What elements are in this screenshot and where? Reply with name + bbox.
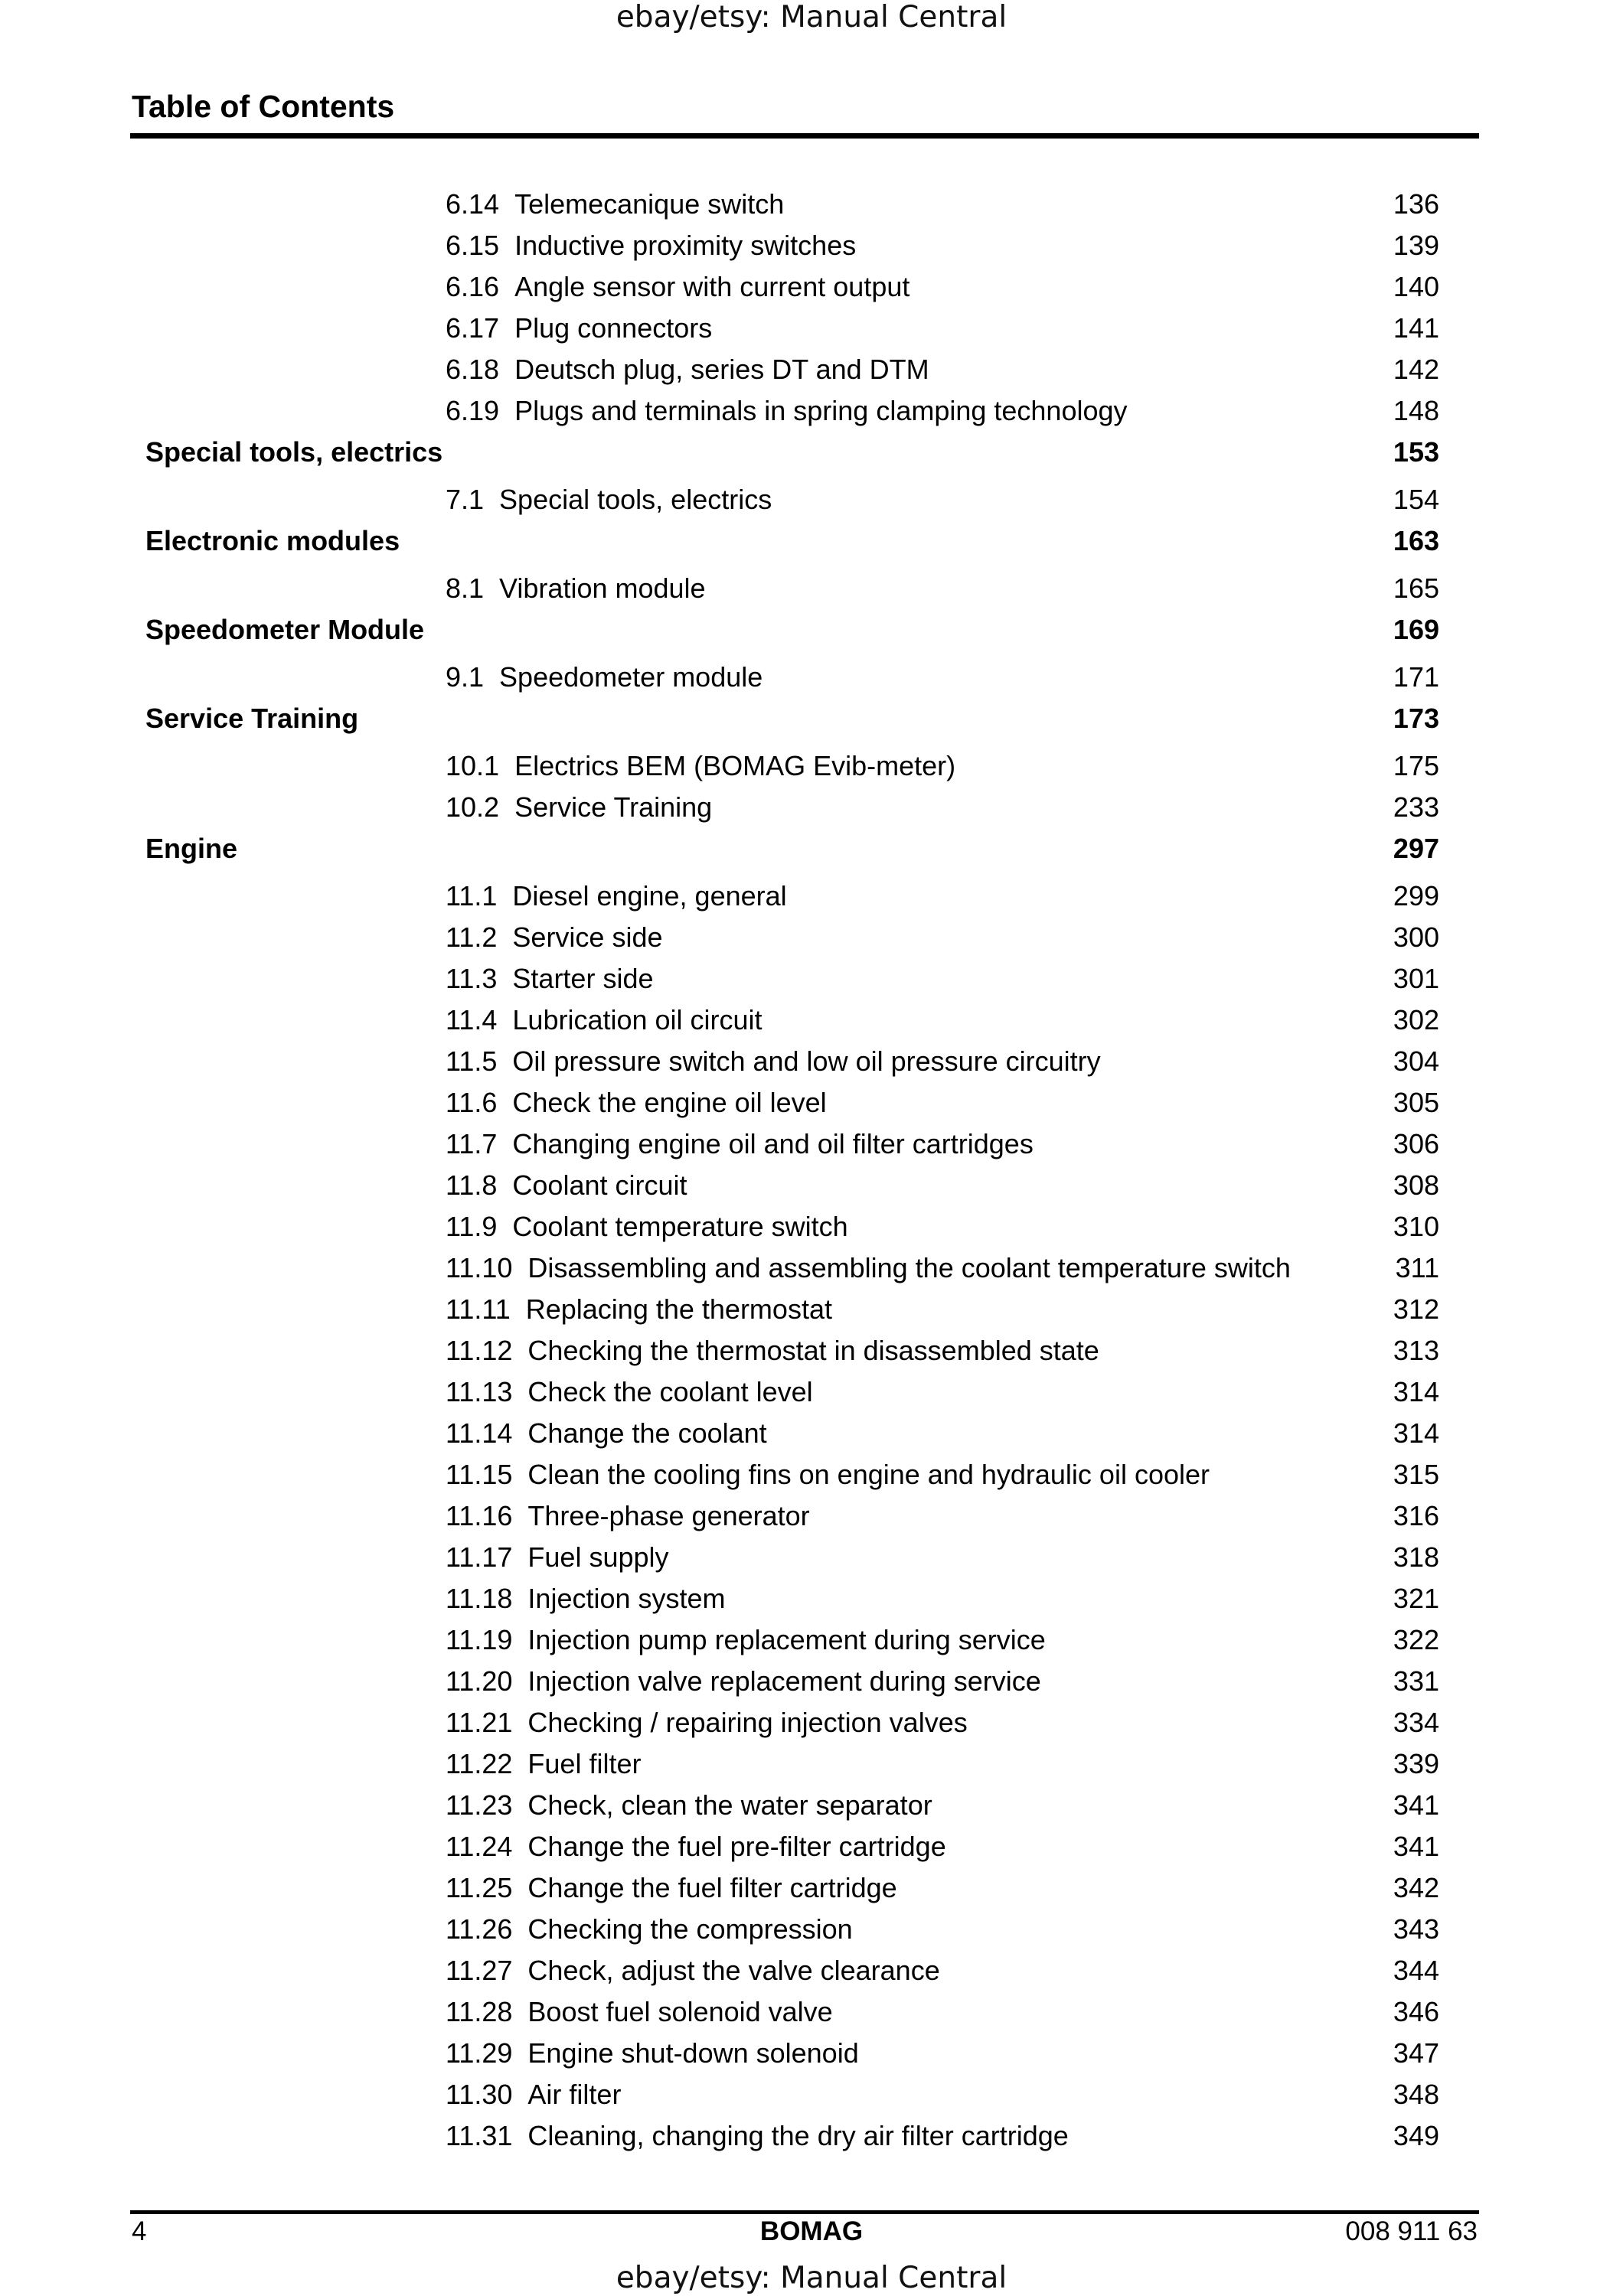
- toc-section-number: 11.3: [446, 963, 498, 994]
- toc-section-number: 10.1: [446, 750, 500, 781]
- footer-document-number: 008 911 63: [1345, 2216, 1478, 2246]
- toc-section-entry: [446, 657, 763, 698]
- toc-page-number: 140: [1393, 271, 1439, 302]
- toc-section-title: Telemecanique switch: [514, 188, 785, 220]
- watermark-bottom: ebay/etsy: Manual Central: [616, 2261, 1007, 2295]
- toc-section-row[interactable]: [0, 1702, 1623, 1743]
- toc-section-title: Starter side: [512, 963, 654, 994]
- toc-section-title: Coolant circuit: [512, 1169, 687, 1201]
- toc-section-number: 11.28: [446, 1996, 513, 2027]
- toc-section-entry: [446, 787, 712, 828]
- toc-section-number: 11.5: [446, 1045, 498, 1077]
- toc-section-row[interactable]: [0, 1619, 1623, 1661]
- toc-page-number: 312: [1393, 1293, 1439, 1325]
- toc-section-title: Engine shut-down solenoid: [527, 2037, 859, 2069]
- toc-section-title: Change the coolant: [527, 1417, 767, 1449]
- toc-section-number: 11.20: [446, 1665, 513, 1697]
- toc-section-title: Boost fuel solenoid valve: [527, 1996, 833, 2027]
- toc-section-entry: [446, 390, 1128, 432]
- toc-page-number: 341: [1393, 1831, 1439, 1862]
- toc-page-number: 334: [1393, 1707, 1439, 1738]
- toc-chapter-row[interactable]: [0, 520, 1623, 568]
- toc-section-number: 11.29: [446, 2037, 513, 2069]
- toc-section-entry: [446, 184, 784, 225]
- toc-section-row[interactable]: [0, 390, 1623, 432]
- toc-page-number: 313: [1393, 1335, 1439, 1366]
- toc-section-title: Check the engine oil level: [512, 1087, 827, 1118]
- table-of-contents: [0, 184, 1623, 2157]
- watermark-top: ebay/etsy: Manual Central: [616, 0, 1007, 34]
- toc-section-title: Check, clean the water separator: [527, 1789, 932, 1821]
- footer-divider: [130, 2210, 1479, 2214]
- toc-section-title: Lubrication oil circuit: [512, 1004, 763, 1035]
- toc-section-entry: [446, 1743, 641, 1785]
- toc-page-number: 148: [1393, 395, 1439, 426]
- toc-section-entry: [446, 1950, 940, 1991]
- toc-section-entry: [446, 1702, 968, 1743]
- toc-section-entry: [446, 1826, 946, 1867]
- toc-page-number: 142: [1393, 354, 1439, 385]
- toc-section-entry: [446, 876, 787, 917]
- toc-section-row[interactable]: [0, 1826, 1623, 1867]
- toc-section-title: Clean the cooling fins on engine and hydraulic oil cooler: [527, 1459, 1210, 1490]
- toc-section-row[interactable]: [0, 1454, 1623, 1495]
- toc-section-title: Diesel engine, general: [512, 880, 787, 912]
- toc-page-number: 300: [1393, 921, 1439, 953]
- toc-page-number: 344: [1393, 1955, 1439, 1986]
- toc-section-number: 9.1: [446, 661, 485, 693]
- toc-section-title: Injection valve replacement during service: [527, 1665, 1041, 1697]
- toc-section-row[interactable]: [0, 657, 1623, 698]
- toc-section-entry: [446, 1619, 1046, 1661]
- toc-section-row[interactable]: [0, 745, 1623, 787]
- toc-section-title: Vibration module: [499, 572, 706, 604]
- toc-section-number: 11.8: [446, 1169, 498, 1201]
- toc-section-number: 11.19: [446, 1624, 513, 1655]
- toc-section-number: 11.15: [446, 1459, 513, 1490]
- toc-section-row[interactable]: [0, 787, 1623, 828]
- toc-page-number: 310: [1393, 1211, 1439, 1242]
- toc-page-number: 346: [1393, 1996, 1439, 2027]
- footer-brand: BOMAG: [759, 2216, 864, 2246]
- toc-section-number: 7.1: [446, 484, 485, 515]
- toc-chapter-row[interactable]: [0, 609, 1623, 657]
- toc-section-entry: [446, 1247, 1291, 1289]
- toc-section-entry: [446, 1371, 813, 1413]
- header-divider: [130, 133, 1479, 139]
- toc-page-number: 299: [1393, 880, 1439, 912]
- toc-section-title: Changing engine oil and oil filter cartridges: [512, 1128, 1034, 1159]
- toc-section-number: 11.25: [446, 1872, 513, 1903]
- toc-page-number: 347: [1393, 2037, 1439, 2069]
- toc-section-title: Injection pump replacement during service: [527, 1624, 1046, 1655]
- toc-page-number: 306: [1393, 1128, 1439, 1159]
- toc-section-title: Plug connectors: [514, 312, 713, 344]
- toc-section-number: 11.16: [446, 1500, 513, 1531]
- toc-section-entry: [446, 1537, 669, 1578]
- toc-section-entry: [446, 266, 909, 308]
- toc-section-title: Angle sensor with current output: [514, 271, 910, 302]
- page-title: Table of Contents: [132, 89, 395, 124]
- toc-section-number: 11.10: [446, 1252, 513, 1283]
- toc-section-title: Fuel filter: [527, 1748, 642, 1779]
- toc-section-row[interactable]: [0, 1330, 1623, 1371]
- toc-section-row[interactable]: [0, 958, 1623, 1000]
- toc-section-number: 6.16: [446, 271, 500, 302]
- toc-page-number: 339: [1393, 1748, 1439, 1779]
- toc-section-title: Coolant temperature switch: [512, 1211, 848, 1242]
- toc-section-row[interactable]: [0, 1082, 1623, 1124]
- toc-section-number: 11.6: [446, 1087, 498, 1118]
- toc-section-number: 11.4: [446, 1004, 498, 1035]
- toc-page-number: 302: [1393, 1004, 1439, 1035]
- toc-section-entry: [446, 479, 772, 520]
- toc-section-row[interactable]: [0, 2115, 1623, 2157]
- toc-section-title: Change the fuel filter cartridge: [527, 1872, 897, 1903]
- toc-page-number: 175: [1393, 750, 1439, 781]
- toc-section-entry: [446, 2115, 1069, 2157]
- toc-section-number: 10.2: [446, 791, 500, 823]
- toc-section-entry: [446, 1165, 687, 1206]
- toc-section-title: Three-phase generator: [527, 1500, 810, 1531]
- toc-section-title: Checking the thermostat in disassembled state: [527, 1335, 1099, 1366]
- toc-section-number: 11.14: [446, 1417, 513, 1449]
- toc-section-row[interactable]: [0, 2033, 1623, 2074]
- toc-section-row[interactable]: [0, 917, 1623, 958]
- toc-page-number: 139: [1393, 230, 1439, 261]
- toc-page-number: 341: [1393, 1789, 1439, 1821]
- toc-section-number: 11.30: [446, 2079, 513, 2110]
- toc-section-entry: [446, 1909, 853, 1950]
- toc-chapter-title: Electronic modules: [145, 525, 400, 556]
- toc-section-row[interactable]: [0, 1206, 1623, 1247]
- toc-section-number: 11.12: [446, 1335, 513, 1366]
- toc-section-title: Change the fuel pre-filter cartridge: [527, 1831, 946, 1862]
- toc-section-row[interactable]: [0, 1578, 1623, 1619]
- toc-section-row[interactable]: [0, 1495, 1623, 1537]
- toc-section-row[interactable]: [0, 1909, 1623, 1950]
- toc-section-title: Cleaning, changing the dry air filter cartridge: [527, 2120, 1069, 2151]
- toc-section-number: 6.17: [446, 312, 500, 344]
- toc-section-entry: [446, 2074, 621, 2115]
- toc-section-entry: [446, 1082, 827, 1124]
- toc-section-entry: [446, 1454, 1210, 1495]
- toc-chapter-row[interactable]: [0, 432, 1623, 479]
- toc-chapter-row[interactable]: [0, 828, 1623, 876]
- toc-page-number: 331: [1393, 1665, 1439, 1697]
- toc-section-title: Checking / repairing injection valves: [527, 1707, 968, 1738]
- toc-section-entry: [446, 1785, 932, 1826]
- toc-page-number: 348: [1393, 2079, 1439, 2110]
- toc-section-row[interactable]: [0, 876, 1623, 917]
- toc-section-entry: [446, 1413, 767, 1454]
- toc-section-row[interactable]: [0, 1247, 1623, 1289]
- toc-section-number: 6.18: [446, 354, 500, 385]
- toc-section-title: Inductive proximity switches: [514, 230, 857, 261]
- toc-section-number: 11.24: [446, 1831, 513, 1862]
- toc-section-number: 11.31: [446, 2120, 513, 2151]
- toc-section-row[interactable]: [0, 1371, 1623, 1413]
- toc-section-number: 11.1: [446, 880, 498, 912]
- toc-section-number: 11.11: [446, 1293, 511, 1325]
- toc-section-number: 6.19: [446, 395, 500, 426]
- toc-section-title: Speedometer module: [499, 661, 763, 693]
- toc-section-row[interactable]: [0, 349, 1623, 390]
- toc-page-number: 297: [1393, 833, 1439, 864]
- toc-chapter-title: Speedometer Module: [145, 614, 425, 645]
- toc-section-entry: [446, 958, 653, 1000]
- toc-section-row[interactable]: [0, 1785, 1623, 1826]
- toc-section-number: 11.26: [446, 1913, 513, 1945]
- footer-page-number: 4: [132, 2216, 147, 2246]
- toc-section-title: Plugs and terminals in spring clamping technology: [514, 395, 1128, 426]
- toc-chapter-title: Special tools, electrics: [145, 436, 443, 468]
- toc-section-entry: [446, 917, 663, 958]
- toc-section-number: 11.18: [446, 1583, 513, 1614]
- toc-section-entry: [446, 308, 712, 349]
- toc-chapter-title: Engine: [145, 833, 238, 864]
- toc-section-row[interactable]: [0, 1289, 1623, 1330]
- toc-page-number: 343: [1393, 1913, 1439, 1945]
- toc-page-number: 304: [1393, 1045, 1439, 1077]
- toc-section-title: Air filter: [527, 2079, 622, 2110]
- toc-section-title: Check the coolant level: [527, 1376, 813, 1407]
- toc-section-title: Service side: [512, 921, 663, 953]
- toc-page-number: 314: [1393, 1417, 1439, 1449]
- toc-section-entry: [446, 1991, 833, 2033]
- toc-section-row[interactable]: [0, 1413, 1623, 1454]
- toc-page-number: 141: [1393, 312, 1439, 344]
- toc-section-entry: [446, 225, 856, 266]
- toc-chapter-title: Service Training: [145, 703, 359, 734]
- toc-section-entry: [446, 745, 955, 787]
- toc-section-title: Service Training: [514, 791, 713, 823]
- toc-page-number: 316: [1393, 1500, 1439, 1531]
- toc-section-entry: [446, 1289, 832, 1330]
- toc-page-number: 163: [1393, 525, 1439, 556]
- toc-section-entry: [446, 1000, 763, 1041]
- toc-section-title: Oil pressure switch and low oil pressure circuitry: [512, 1045, 1101, 1077]
- toc-section-number: 11.9: [446, 1211, 498, 1242]
- toc-section-entry: [446, 1578, 726, 1619]
- toc-section-number: 6.15: [446, 230, 500, 261]
- toc-page-number: 321: [1393, 1583, 1439, 1614]
- toc-section-row[interactable]: [0, 1661, 1623, 1702]
- toc-section-entry: [446, 1206, 848, 1247]
- toc-page-number: 305: [1393, 1087, 1439, 1118]
- toc-section-row[interactable]: [0, 568, 1623, 609]
- toc-page-number: 318: [1393, 1541, 1439, 1573]
- toc-section-entry: [446, 568, 706, 609]
- toc-page-number: 169: [1393, 614, 1439, 645]
- toc-section-row[interactable]: [0, 1867, 1623, 1909]
- toc-page-number: 171: [1393, 661, 1439, 693]
- toc-section-title: Checking the compression: [527, 1913, 853, 1945]
- toc-page-number: 154: [1393, 484, 1439, 515]
- toc-section-number: 8.1: [446, 572, 485, 604]
- toc-section-number: 11.23: [446, 1789, 513, 1821]
- toc-section-row[interactable]: [0, 1743, 1623, 1785]
- toc-section-row[interactable]: [0, 184, 1623, 225]
- toc-section-title: Check, adjust the valve clearance: [527, 1955, 940, 1986]
- toc-section-row[interactable]: [0, 2074, 1623, 2115]
- toc-section-number: 11.2: [446, 921, 498, 953]
- toc-section-number: 11.21: [446, 1707, 513, 1738]
- toc-section-entry: [446, 1495, 810, 1537]
- toc-section-row[interactable]: [0, 1991, 1623, 2033]
- toc-section-title: Injection system: [527, 1583, 726, 1614]
- toc-page-number: 233: [1393, 791, 1439, 823]
- toc-section-row[interactable]: [0, 479, 1623, 520]
- toc-section-row[interactable]: [0, 1000, 1623, 1041]
- toc-page-number: 342: [1393, 1872, 1439, 1903]
- toc-section-row[interactable]: [0, 1041, 1623, 1082]
- toc-section-entry: [446, 349, 929, 390]
- toc-section-row[interactable]: [0, 1950, 1623, 1991]
- toc-section-number: 11.27: [446, 1955, 513, 1986]
- toc-section-number: 11.17: [446, 1541, 513, 1573]
- toc-page-number: 349: [1393, 2120, 1439, 2151]
- toc-section-entry: [446, 1041, 1101, 1082]
- toc-page-number: 165: [1393, 572, 1439, 604]
- toc-section-row[interactable]: [0, 266, 1623, 308]
- toc-section-number: 11.22: [446, 1748, 513, 1779]
- toc-section-entry: [446, 2033, 859, 2074]
- toc-section-number: 6.14: [446, 188, 500, 220]
- toc-section-row[interactable]: [0, 1124, 1623, 1165]
- toc-page-number: 315: [1393, 1459, 1439, 1490]
- toc-page-number: 301: [1393, 963, 1439, 994]
- toc-page-number: 153: [1393, 436, 1439, 468]
- toc-section-row[interactable]: [0, 308, 1623, 349]
- toc-section-number: 11.7: [446, 1128, 498, 1159]
- toc-section-entry: [446, 1867, 897, 1909]
- toc-section-entry: [446, 1124, 1034, 1165]
- toc-page-number: 314: [1393, 1376, 1439, 1407]
- toc-section-number: 11.13: [446, 1376, 513, 1407]
- toc-page-number: 173: [1393, 703, 1439, 734]
- toc-page-number: 308: [1393, 1169, 1439, 1201]
- toc-section-entry: [446, 1330, 1099, 1371]
- toc-section-row[interactable]: [0, 225, 1623, 266]
- toc-section-entry: [446, 1661, 1041, 1702]
- toc-chapter-row[interactable]: [0, 698, 1623, 745]
- toc-page-number: 136: [1393, 188, 1439, 220]
- toc-section-title: Disassembling and assembling the coolant temperature switch: [527, 1252, 1291, 1283]
- toc-section-title: Special tools, electrics: [499, 484, 772, 515]
- toc-page-number: 322: [1393, 1624, 1439, 1655]
- toc-section-title: Deutsch plug, series DT and DTM: [514, 354, 929, 385]
- toc-section-title: Replacing the thermostat: [525, 1293, 832, 1325]
- toc-page-number: 311: [1395, 1252, 1439, 1283]
- toc-section-row[interactable]: [0, 1537, 1623, 1578]
- toc-section-row[interactable]: [0, 1165, 1623, 1206]
- toc-section-title: Electrics BEM (BOMAG Evib-meter): [514, 750, 956, 781]
- toc-section-title: Fuel supply: [527, 1541, 669, 1573]
